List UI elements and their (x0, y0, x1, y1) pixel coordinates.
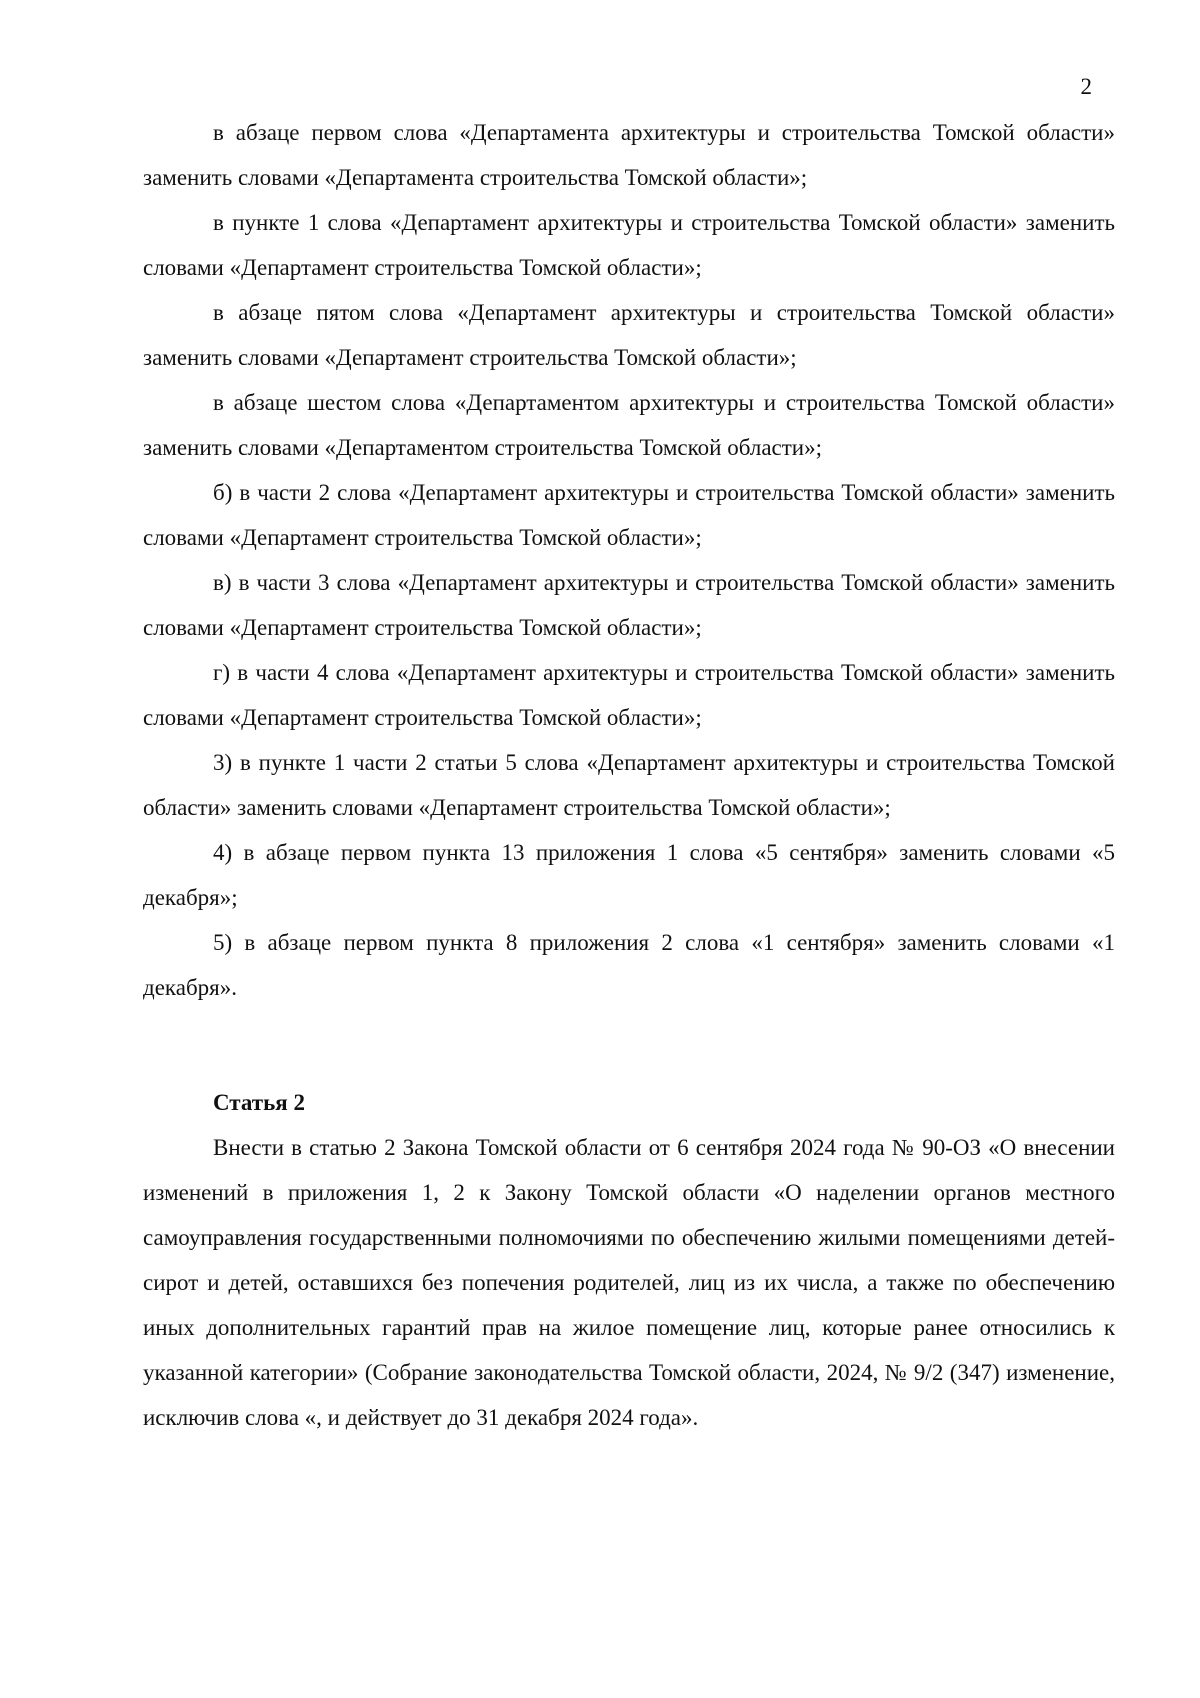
amendment-paragraph-9: 4) в абзаце первом пункта 13 приложения 1 слова «5 сентября» заменить словами «5 декабря»; (143, 840, 1115, 910)
amendment-paragraph-8: 3) в пункте 1 части 2 статьи 5 слова «Департамент архитектуры и строительства Томской области» заменить словами «Департамент строительства Томской области»; (143, 750, 1115, 820)
page-number: 2 (1080, 74, 1092, 99)
amendment-paragraph-7: г) в части 4 слова «Департамент архитектуры и строительства Томской области» заменить словами «Департамент строительства Томской области»; (143, 660, 1115, 730)
document-body (143, 110, 1115, 1440)
amendment-paragraph-3: в абзаце пятом слова «Департамент архитектуры и строительства Томской области» заменить словами «Департамент строительства Томской области»; (143, 300, 1115, 370)
amendment-paragraph-1: в абзаце первом слова «Департамента архитектуры и строительства Томской области» заменить словами «Департамента строительства Томской области»; (143, 120, 1115, 190)
amendment-paragraph-2: в пункте 1 слова «Департамент архитектуры и строительства Томской области» заменить словами «Департамент строительства Томской области»; (143, 210, 1115, 280)
amendment-paragraph-6: в) в части 3 слова «Департамент архитектуры и строительства Томской области» заменить словами «Департамент строительства Томской области»; (143, 570, 1115, 640)
article-2-text: Внести в статью 2 Закона Томской области от 6 сентября 2024 года № 90-ОЗ «О внесении изменений в приложения 1, 2 к Закону Томской области «О наделении органов местного самоуправления государственными полномочиями по обеспечению жилыми помещениями детей-сирот и детей, оставшихся без попечения родителей, лиц из их числа, а также по обеспечению иных дополнительных гарантий прав на жилое помещение лиц, которые ранее относились к указанной категории» (Собрание законодательства Томской области, 2024, № 9/2 (347) изменение, исключив слова «, и действует до 31 декабря 2024 года». (143, 1135, 1115, 1430)
amendment-paragraph-10: 5) в абзаце первом пункта 8 приложения 2 слова «1 сентября» заменить словами «1 декабря». (143, 930, 1115, 1000)
article-2-heading: Статья 2 (213, 1090, 305, 1115)
amendment-paragraph-5: б) в части 2 слова «Департамент архитектуры и строительства Томской области» заменить словами «Департамент строительства Томской области»; (143, 480, 1115, 550)
amendment-paragraph-4: в абзаце шестом слова «Департаментом архитектуры и строительства Томской области» заменить словами «Департаментом строительства Томской области»; (143, 390, 1115, 460)
